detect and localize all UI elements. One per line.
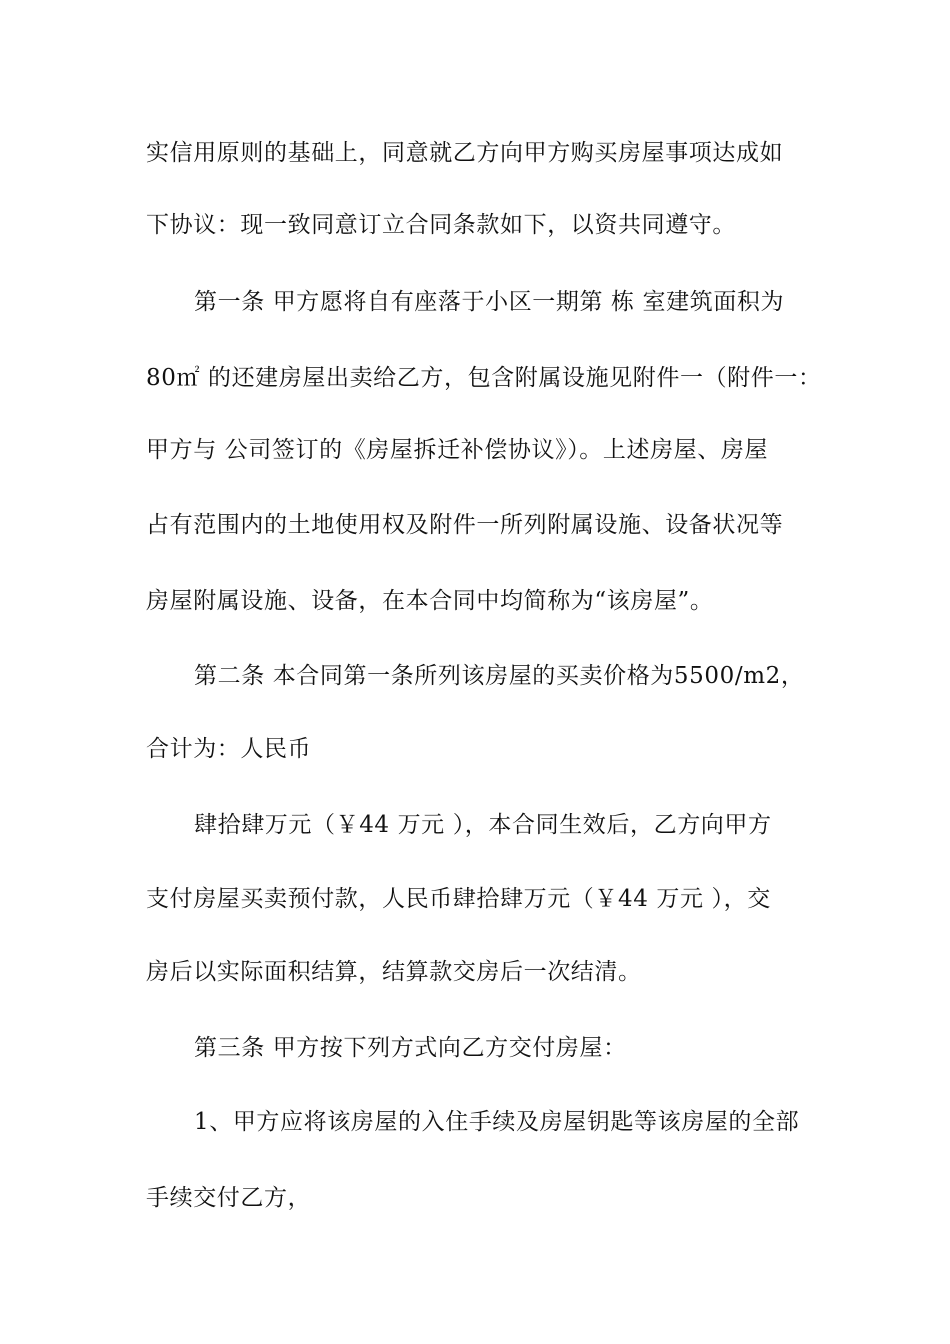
article-1-heading-line: 第一条 甲方愿将自有座落于小区一期第 栋 室建筑面积为 [194,289,785,315]
text-line-6: 占有范围内的土地使用权及附件一所列附属设施、设备状况等 [146,512,784,538]
article-2-heading-line: 第二条 本合同第一条所列该房屋的买卖价格为5500/m2， [194,663,805,689]
text-line-11: 支付房屋买卖预付款，人民币肆拾肆万元（￥44 万元 ），交 [146,886,771,912]
text-line-10: 肆拾肆万元（￥44 万元 ），本合同生效后，乙方向甲方 [194,812,772,838]
text-line-9: 合计为：人民币 [146,736,312,762]
text-line-14: 1、甲方应将该房屋的入住手续及房屋钥匙等该房屋的全部 [194,1109,800,1135]
text-line-5: 甲方与 公司签订的《房屋拆迁补偿协议》）。上述房屋、房屋 [146,437,769,463]
text-line-12: 房后以实际面积结算，结算款交房后一次结清。 [146,959,642,985]
text-line-4: 80㎡ 的还建房屋出卖给乙方，包含附属设施见附件一（附件一： [146,365,822,391]
text-line-15: 手续交付乙方， [146,1185,312,1211]
text-line-1: 实信用原则的基础上，同意就乙方向甲方购买房屋事项达成如 [146,140,784,166]
article-3-heading-line: 第三条 甲方按下列方式向乙方交付房屋： [194,1035,627,1061]
text-line-7: 房屋附属设施、设备，在本合同中均简称为“该房屋”。 [146,588,714,614]
text-line-2: 下协议：现一致同意订立合同条款如下，以资共同遵守。 [146,212,736,238]
